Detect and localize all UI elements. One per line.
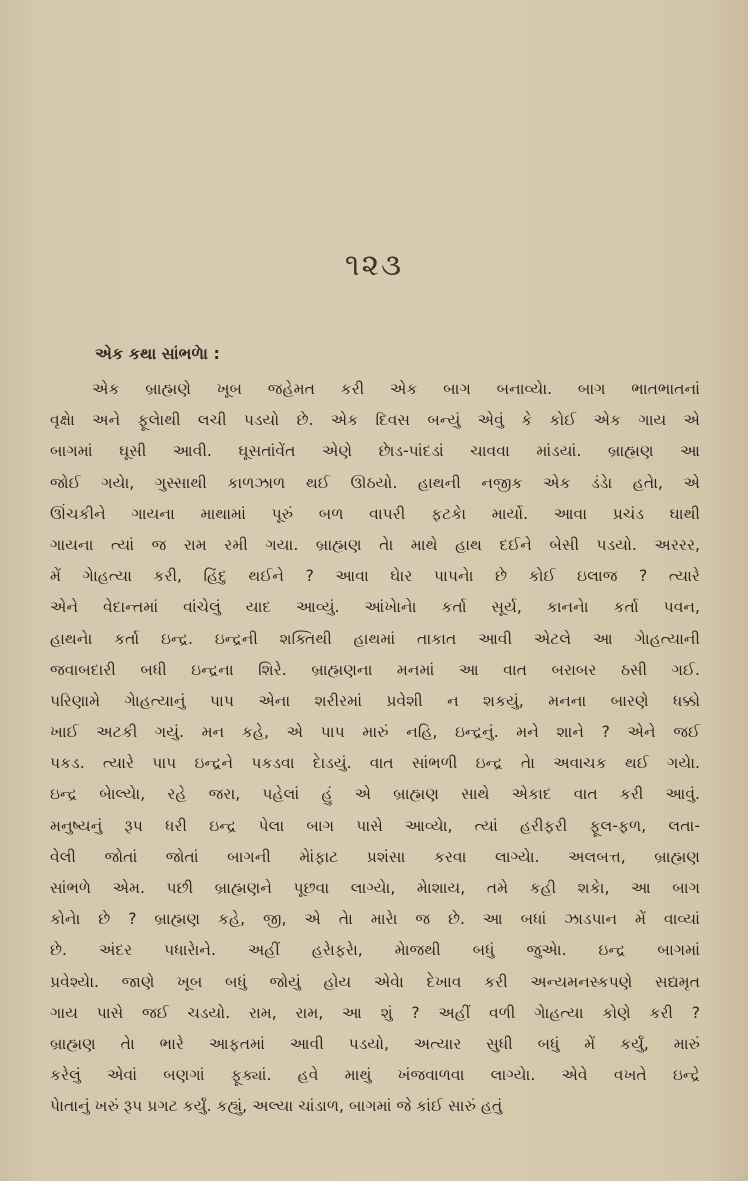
text-line: કોનેા છે ? બ્રાહ્મણ કહે, જી, એ તેા મારેા જ છે. આ બધાં ઝાડપાન મેં વાવ્યાં (50, 910, 700, 929)
text-line: ગાયના ત્યાં જ રામ રમી ગયા. બ્રાહ્મણ તેા માથે હાથ દઈને બેસી પડયો. અરરર, (50, 535, 700, 554)
text-line: એક બ્રાહ્મણે ખૂબ જહેમત કરી એક બાગ બનાવ્યેા. બાગ ભાતભાતનાં (92, 380, 700, 398)
text-line: સાંભળે એમ. પછી બ્રાહ્મણને પૂછવા લાગ્યેા, મેાશાય, તમે કહી શકેા, આ બાગ (50, 879, 700, 897)
text-line: ખાઈ અટકી ગયું. મન કહે, એ પાપ મારું નહિ, ઇન્દ્રનું. મને શાને ? એને જઈ (50, 723, 700, 742)
body-paragraph (50, 374, 700, 1123)
text-line: છે. અંદર પધારેાને. અહીં હરેાફરેા, મેાજથી બધું જુએા. ઇન્દ્ર બાગમાં (50, 941, 700, 960)
text-line: મેં ગેાહત્યા કરી, હિંદુ થઈને ? આવા ઘેાર પાપનેા છે કોઈ ઇલાજ ? ત્યારે (50, 567, 700, 586)
text-line: પ્રવેશ્યેા. જાણે ખૂબ બધું જોયું હોય એવેા દેખાવ કરી અન્યમનસ્કપણે સદ્યમૃત (50, 972, 700, 991)
text-line: વૃક્ષેા અને ફૂલેાથી લચી પડયો છે. એક દિવસ બન્યું એવું કે કોઈ એક ગાય એ (50, 411, 700, 430)
text-line: ઇન્દ્ર બેાલ્યેા, રહે જરા, પહેલાં હું એ બ્રાહ્મણ સાથે એકાદ વાત કરી આવું. (50, 785, 700, 804)
section-heading: એક કથા સાંભળેા : (95, 344, 220, 363)
text-line: પકડ. ત્યારે પાપ ઇન્દ્રને પકડવા દેાડયું. વાત સાંભળી ઇન્દ્ર તેા અવાચક થઈ ગયેા. (50, 754, 700, 773)
text-line: બ્રાહ્મણ તેા ભારે આફતમાં આવી પડયો, અત્યાર સુધી બધું મેં કર્યું, મારું (50, 1034, 700, 1053)
text-line: કરેલું એવાં બણગાં ફૂક્યાં. હવે માથું ખંજવાળવા લાગ્યેા. એવે વખતે ઇન્દ્રે (50, 1066, 700, 1085)
text-line: પેાતાનું ખરું રૂપ પ્રગટ કર્યું. કહ્યું, અલ્યા ચાંડાળ, બાગમાં જે કાંઈ સારું હતું (50, 1097, 503, 1116)
text-line: હાથનેા કર્તા ઇન્દ્ર. ઇન્દ્રની શક્તિથી હાથમાં તાકાત આવી એટલે આ ગેાહત્યાની (50, 629, 700, 648)
text-line: એને વેદાન્તમાં વાંચેલું યાદ આવ્યું. આંખેાનેા કર્તા સૂર્ય, કાનનેા કર્તા પવન, (50, 598, 700, 617)
text-line: પરિણામે ગેાહત્યાનું પાપ એના શરીરમાં પ્રવેશી ન શકયું, મનના બારણે ધક્કો (50, 691, 700, 710)
text-line: ઊંચકીને ગાયના માથામાં પૂરું બળ વાપરી ફટકેા માર્યો. આવા પ્રચંડ ઘાથી (50, 504, 700, 523)
text-line: બાગમાં ઘૂસી આવી. ઘૂસતાંવેંત એણે છેાડ-પાંદડાં ચાવવા માંડયાં. બ્રાહ્મણ આ (50, 442, 700, 461)
text-line: ગાય પાસે જઈ ચડયો. રામ, રામ, આ શું ? અહીં વળી ગેાહત્યા કોણે કરી ? (50, 1003, 700, 1022)
page-number: ૧૨૩ (344, 248, 404, 283)
text-line: જોઈ ગયેા, ગુસ્સાથી કાળઝાળ થઈ ઊઠયો. હાથની નજીક એક ડંડેા હતેા, એ (50, 473, 700, 492)
text-line: મનુષ્યનું રૂપ ધરી ઇન્દ્ર પેલા બાગ પાસે આવ્યેા, ત્યાં હરીફરી ફૂલ-ફળ, લતા- (50, 816, 700, 835)
text-line: વેલી જોતાં જોતાં બાગની મેાંફાટ પ્રશંસા કરવા લાગ્યેા. અલબત્ત, બ્રાહ્મણ (50, 847, 700, 866)
text-line: જવાબદારી બધી ઇન્દ્રના શિરે. બ્રાહ્મણના મનમાં આ વાત બરાબર ઠસી ગઈ. (50, 660, 700, 679)
